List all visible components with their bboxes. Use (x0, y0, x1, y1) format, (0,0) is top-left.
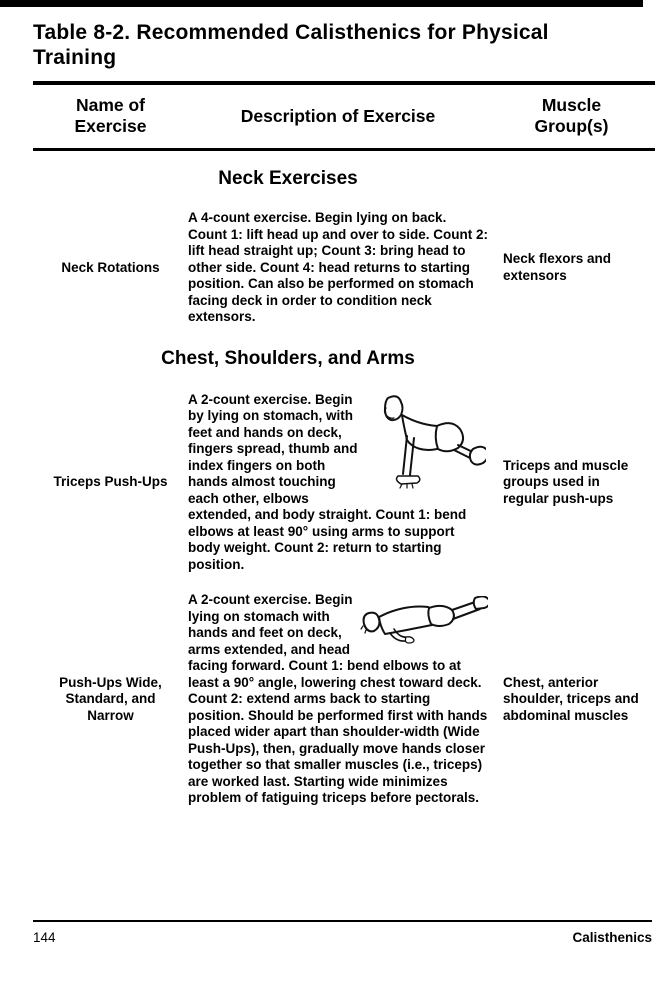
table-header-row (33, 85, 655, 148)
exercise-description: A 2-count exercise. Begin by lying on stomach, with feet and hands on deck, fingers spread, thumb and index fingers on both hands almost touching each other, elbows extended, and body straight. Count 1: bend elbows at least 90° using arms to support body weight. Count 2: return to starting position. (188, 392, 488, 574)
table-row (33, 210, 655, 326)
exercise-name: Triceps Push-Ups (53, 474, 168, 489)
exercise-description: A 4-count exercise. Begin lying on back. Count 1: lift head up and over to side. Count 2: lift head straight up; Count 3: bring head to other side. Count 4: head returns to starting position. Can also be performed on stomach facing deck in order to condition neck extensors. (188, 210, 488, 324)
muscle-groups: Chest, anterior shoulder, triceps and abdominal muscles (503, 674, 639, 723)
exercise-description: A 2-count exercise. Begin lying on stomach with hands and feet on deck, arms extended, and head facing forward. Count 1: bend elbows to at least a 90° angle, lowering chest toward deck. Count 2: extend arms back to starting position. Should be performed first with hands placed wider apart than shoulder-width (Wide Push-Ups), then, gradually move hands closer together so that smaller muscles (i.e., triceps) are worked last. Starting wide minimizes problem of fatiguing triceps before pectorals. (188, 592, 488, 807)
table-row (33, 392, 655, 574)
page-content (33, 0, 655, 807)
page-number: 144 (33, 930, 56, 945)
muscle-groups: Neck flexors and extensors (503, 251, 612, 283)
section-heading-chest-shoulders-arms: Chest, Shoulders, and Arms (161, 347, 415, 369)
muscle-groups: Triceps and muscle groups used in regular push-ups (503, 457, 629, 506)
footer-divider (33, 920, 652, 922)
header-divider (33, 148, 655, 151)
page-footer (33, 930, 652, 945)
column-header-description: Description of Exercise (240, 105, 436, 126)
exercise-name: Push-Ups Wide, Standard, and Narrow (59, 674, 162, 723)
chapter-label: Calisthenics (572, 930, 652, 945)
column-header-name: Name of Exercise (74, 95, 147, 136)
exercise-name: Neck Rotations (61, 259, 160, 275)
column-header-muscle: Muscle Group(s) (534, 95, 609, 136)
table-title: Table 8-2. Recommended Calisthenics for Physical Training (33, 21, 549, 69)
pushup-up-position-figure (374, 392, 486, 494)
table-row (33, 592, 655, 807)
pushup-down-position-figure (360, 596, 488, 648)
section-heading-neck: Neck Exercises (218, 168, 358, 189)
